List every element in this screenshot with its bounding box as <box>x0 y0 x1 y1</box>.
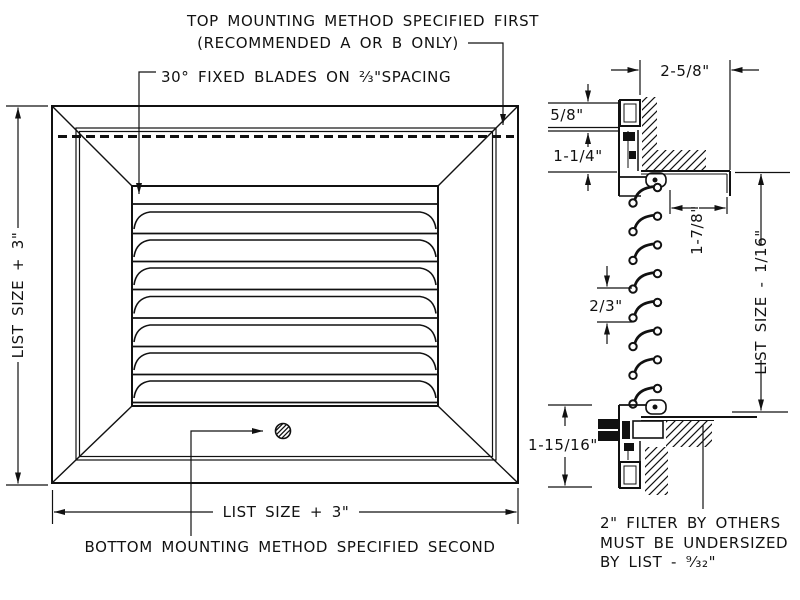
wall-hatch-top-horizontal <box>657 150 706 171</box>
louver-blade <box>133 268 437 290</box>
louver-blade <box>133 325 437 347</box>
blade-note-leader <box>139 72 156 194</box>
louver-blade <box>133 381 437 403</box>
frame-face-depth-label: 2-5/8" <box>660 62 710 80</box>
filter-note-line3: BY LIST - ⁹⁄₃₂" <box>600 553 717 571</box>
screw-symbol <box>276 424 291 439</box>
bevel-diagonal <box>52 406 132 483</box>
filter-end-view <box>633 421 663 438</box>
top-note-leader <box>468 43 503 125</box>
spring-clip <box>623 132 635 141</box>
section-view <box>598 97 757 495</box>
annotations <box>85 12 789 571</box>
top-note-line1: TOP MOUNTING METHOD SPECIFIED FIRST <box>186 12 540 30</box>
bevel-diagonal <box>438 406 518 483</box>
louver-blade <box>133 240 437 262</box>
frame-margin-label: 5/8" <box>550 106 584 124</box>
filter-note-line1: 2" FILTER BY OTHERS <box>600 514 781 532</box>
section-blade <box>629 356 661 379</box>
front-view <box>52 106 518 483</box>
bevel-diagonal <box>52 106 132 186</box>
filter-note-line2: MUST BE UNDERSIZED <box>600 534 789 552</box>
filter-clip <box>598 419 620 429</box>
frame-clip-detail <box>629 151 636 159</box>
section-dimensions <box>528 60 790 509</box>
section-blade <box>629 213 661 236</box>
bottom-frame-height-label: 1-15/16" <box>528 436 598 454</box>
louver-blade <box>133 212 437 234</box>
front-width-label: LIST SIZE + 3" <box>222 503 350 521</box>
frame-clip-detail <box>624 443 634 451</box>
blade-spacing-label: 2/3" <box>589 297 623 315</box>
section-blade <box>629 241 661 264</box>
bevel-diagonal <box>438 106 518 186</box>
blade-overlap-label: 1-7/8" <box>688 205 706 255</box>
top-note-line2: (RECOMMENDED A OR B ONLY) <box>197 34 459 52</box>
louver-blade <box>133 353 437 375</box>
section-blade <box>629 270 661 293</box>
section-blade <box>629 299 661 322</box>
section-blade <box>629 327 661 350</box>
front-height-label: LIST SIZE + 3" <box>9 231 27 359</box>
wall-hatch-top-vertical <box>642 97 657 171</box>
wall-hatch-bottom-horizontal <box>666 420 712 447</box>
bottom-note: BOTTOM MOUNTING METHOD SPECIFIED SECOND <box>84 538 496 556</box>
blade-note: 30° FIXED BLADES ON ⅔"SPACING <box>161 68 452 86</box>
wall-hatch-bottom-vertical <box>645 447 668 495</box>
duct-opening-label: LIST SIZE - 1/16" <box>752 229 770 375</box>
filter-clip-stem <box>622 421 630 439</box>
frame-upper-depth-label: 1-1/4" <box>553 147 603 165</box>
filter-clip <box>598 431 620 441</box>
louver-blade <box>133 297 437 319</box>
mid-frame-inner <box>80 132 493 457</box>
